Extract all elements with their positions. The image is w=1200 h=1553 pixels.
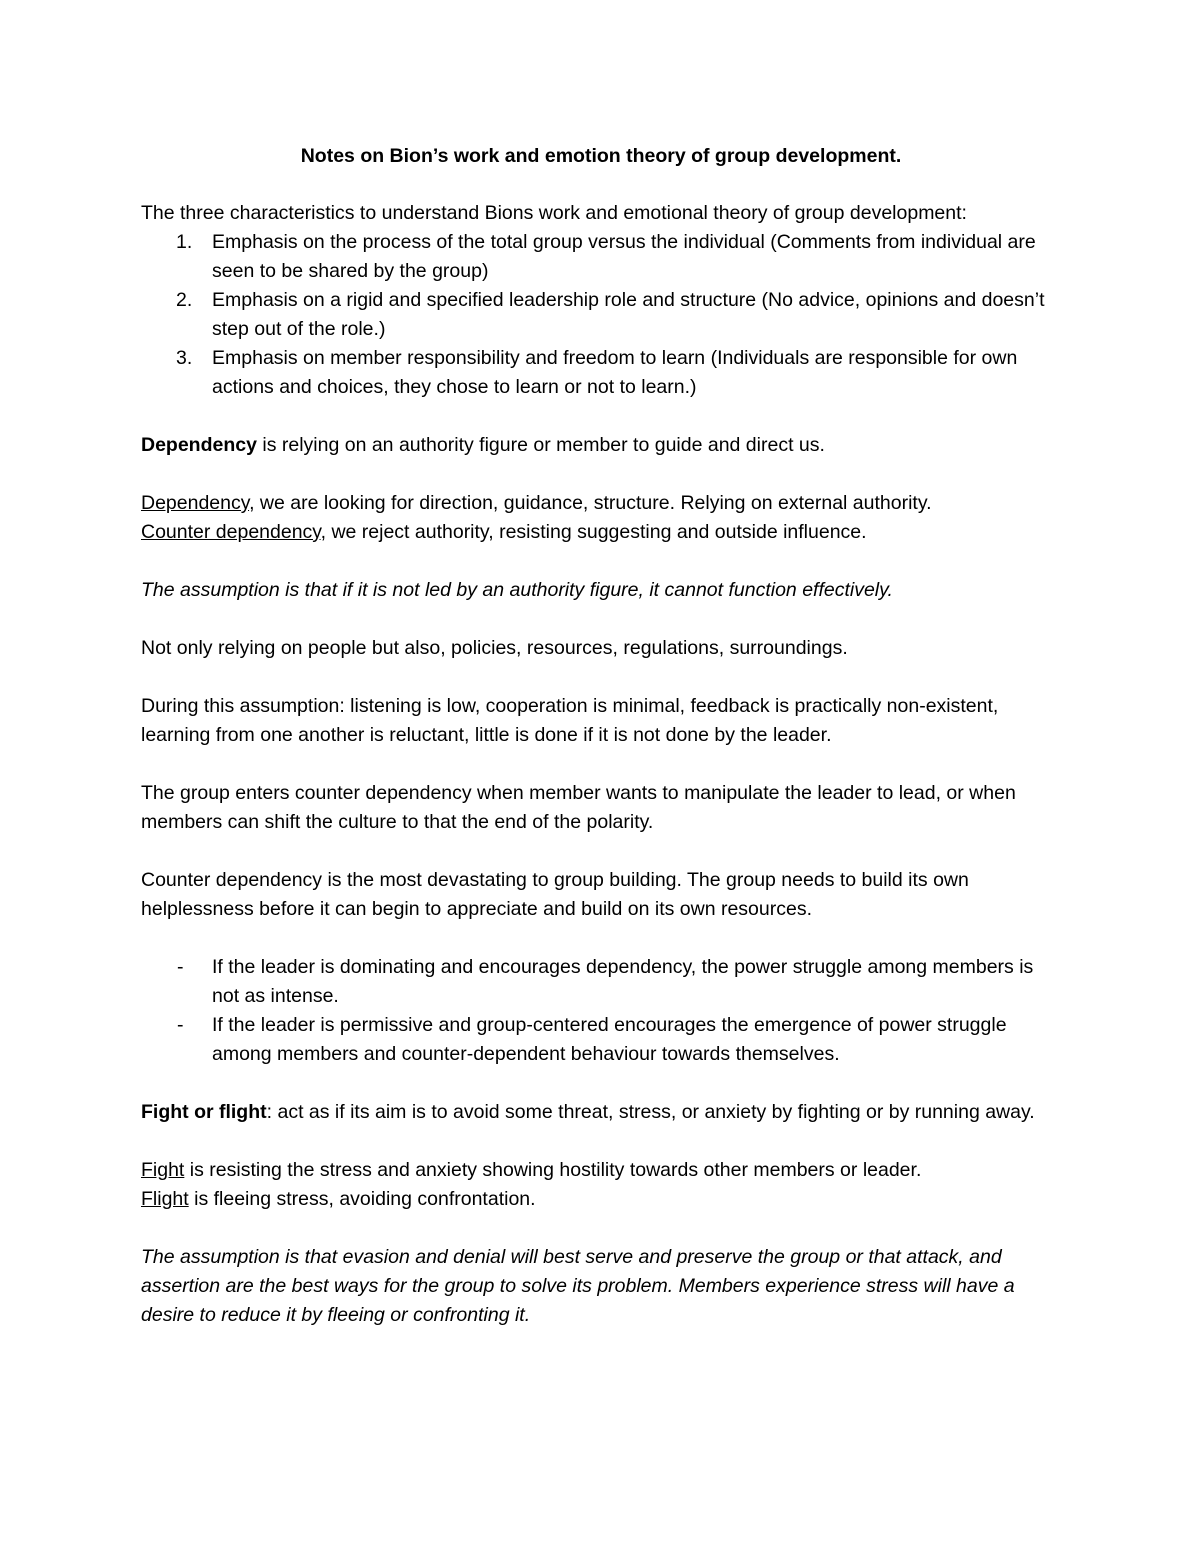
list-item: [141, 344, 1061, 402]
list-item: [141, 286, 1061, 344]
flight-line-text: is fleeing stress, avoiding confrontation.: [188, 1188, 536, 1210]
dependency-line-text: , we are looking for direction, guidance, structure. Relying on external authority.: [249, 492, 932, 514]
list-item: [141, 1011, 1061, 1069]
dependency-line: [141, 489, 1061, 518]
counter-dependency-devastating-paragraph: Counter dependency is the most devastating to group building. The group needs to build its own helplessness before it can begin to appreciate and build on its own resources.: [141, 869, 969, 920]
list-item: [141, 228, 1061, 286]
dependency-definition: [141, 431, 1061, 460]
assumption-fight-flight: The assumption is that evasion and denial will best serve and preserve the group or that attack, and assertion are the best ways for the group to solve its problem. Members experience stress will have a desire to reduce it by fleeing or confronting it.: [141, 1246, 1015, 1326]
counter-dependency-line: [141, 518, 1061, 547]
flight-line: [141, 1185, 1061, 1214]
dependency-term: Dependency: [141, 434, 257, 456]
counter-dependency-entry-paragraph: The group enters counter dependency when member wants to manipulate the leader to lead, or when members can shift the culture to that the end of the polarity.: [141, 782, 1016, 833]
counter-dependency-underlined-term: Counter dependency: [141, 521, 321, 543]
leader-style-list: [141, 953, 1061, 1069]
fight-or-flight-text: : act as if its aim is to avoid some threat, stress, or anxiety by fighting or by running away.: [266, 1101, 1035, 1123]
fight-or-flight-term: Fight or flight: [141, 1101, 267, 1123]
document-title: Notes on Bion’s work and emotion theory of group development.: [300, 145, 902, 167]
dash-bullet: -: [177, 956, 184, 978]
fight-line-text: is resisting the stress and anxiety showing hostility towards other members or leader.: [184, 1159, 922, 1181]
list-item: [141, 953, 1061, 1011]
relying-paragraph: Not only relying on people but also, policies, resources, regulations, surroundings.: [141, 637, 848, 659]
list-item-text: Emphasis on member responsibility and freedom to learn (Individuals are responsible for own actions and choices, they chose to learn or not to learn.): [212, 347, 1018, 398]
flight-underlined-term: Flight: [141, 1188, 189, 1210]
list-number: 1.: [176, 231, 193, 253]
fight-underlined-term: Fight: [141, 1159, 185, 1181]
dependency-underlined-term: Dependency: [141, 492, 250, 514]
list-item-text: If the leader is dominating and encourages dependency, the power struggle among members is not as intense.: [212, 956, 1034, 1007]
list-number: 3.: [176, 347, 193, 369]
counter-dependency-line-text: , we reject authority, resisting suggesting and outside influence.: [320, 521, 867, 543]
characteristics-list: [141, 228, 1061, 402]
document-body: [141, 142, 1061, 1359]
list-item-text: Emphasis on a rigid and specified leadership role and structure (No advice, opinions and doesn’t step out of the role.): [212, 289, 1045, 340]
intro-paragraph: The three characteristics to understand Bions work and emotional theory of group development:: [141, 202, 967, 224]
list-item-text: Emphasis on the process of the total group versus the individual (Comments from individual are seen to be shared by the group): [212, 231, 1036, 282]
dash-bullet: -: [177, 1014, 184, 1036]
list-number: 2.: [176, 289, 193, 311]
fight-or-flight-definition: [141, 1098, 1061, 1127]
assumption-dependency: The assumption is that if it is not led by an authority figure, it cannot function effectively.: [141, 579, 893, 601]
fight-line: [141, 1156, 1061, 1185]
dependency-definition-text: is relying on an authority figure or member to guide and direct us.: [256, 434, 825, 456]
list-item-text: If the leader is permissive and group-centered encourages the emergence of power struggle among members and counter-dependent behaviour towards themselves.: [212, 1014, 1007, 1065]
during-assumption-paragraph: During this assumption: listening is low, cooperation is minimal, feedback is practically non-existent, learning from one another is reluctant, little is done if it is not done by the leader.: [141, 695, 999, 746]
